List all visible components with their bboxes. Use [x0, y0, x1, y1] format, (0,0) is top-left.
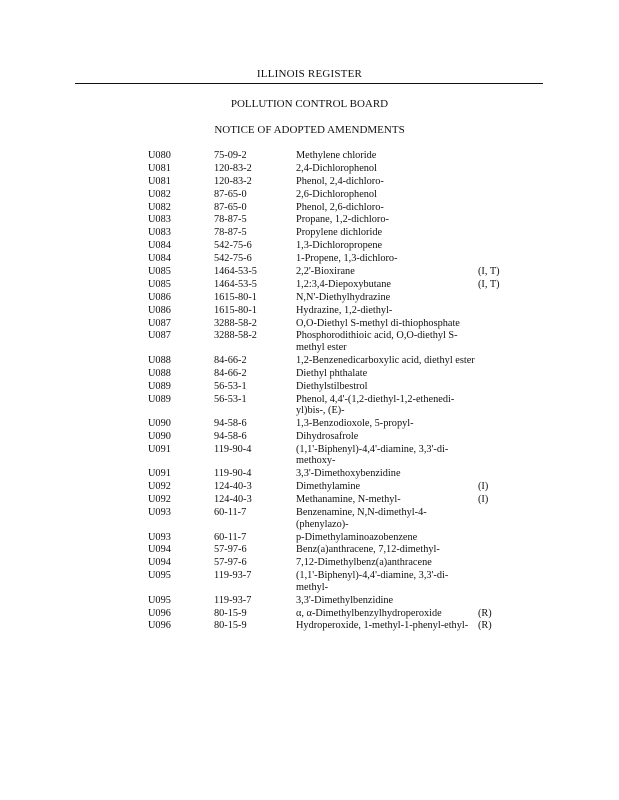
substance-name: Phosphorodithioic acid, O,O-diethyl S-methyl ester [296, 330, 458, 354]
hazard-code: (I) [478, 494, 489, 506]
substance-name: (1,1'-Biphenyl)-4,4'-diamine, 3,3'-di-methyl- [296, 570, 449, 593]
waste-code: U093 [148, 507, 171, 519]
hazard-code [478, 318, 518, 331]
register-title: ILLINOIS REGISTER [256, 68, 363, 80]
substance-name: Propylene dichloride [296, 227, 383, 239]
table-row [148, 202, 518, 215]
substance-name: Phenol, 2,6-dichloro- [296, 201, 384, 213]
table-row [148, 494, 518, 507]
table-row [148, 189, 518, 202]
waste-code: U087 [148, 330, 171, 342]
substance-name: N,N'-Diethylhydrazine [296, 291, 391, 303]
cas-number: 120-83-2 [214, 162, 252, 174]
cas-number: 1464-53-5 [214, 266, 257, 278]
cas-number: 124-40-3 [214, 494, 252, 506]
cas-number: 84-66-2 [214, 354, 247, 366]
hazard-code [478, 253, 518, 266]
hazardous-waste-table [148, 150, 518, 633]
substance-name: Benzenamine, N,N-dimethyl-4-(phenylazo)- [296, 507, 427, 530]
substance-name: Hydrazine, 1,2-diethyl- [296, 304, 393, 316]
hazard-code [478, 431, 518, 444]
substance-name: 1-Propene, 1,3-dichloro- [296, 253, 398, 265]
waste-code: U090 [148, 431, 171, 442]
table-row [148, 544, 518, 557]
waste-code: U081 [148, 175, 171, 187]
table-row [148, 481, 518, 494]
table-row [148, 176, 518, 189]
cas-number: 57-97-6 [214, 557, 247, 569]
cas-number: 94-58-6 [214, 431, 247, 442]
waste-code: U089 [148, 380, 171, 392]
hazard-code [478, 557, 518, 570]
hazard-code [478, 305, 518, 318]
table-row [148, 163, 518, 176]
substance-name: Diethyl phthalate [296, 367, 368, 379]
cas-number: 94-58-6 [214, 418, 247, 430]
table-row [148, 368, 518, 381]
waste-code: U091 [148, 468, 171, 480]
substance-name: Dimethylamine [296, 481, 361, 493]
waste-code: U084 [148, 240, 171, 252]
waste-code: U094 [148, 544, 171, 556]
hazard-code: (R) [478, 607, 492, 619]
waste-code: U094 [148, 557, 171, 569]
hazard-code [478, 202, 518, 215]
cas-number: 87-65-0 [214, 188, 247, 200]
cas-number: 119-90-4 [214, 468, 252, 480]
waste-code: U083 [148, 214, 171, 226]
substance-name: p-Dimethylaminoazobenzene [296, 531, 418, 543]
waste-code: U086 [148, 291, 171, 303]
waste-code: U083 [148, 227, 171, 239]
substance-name: O,O-Diethyl S-methyl di-thiophosphate [296, 317, 460, 329]
table-row [148, 279, 518, 292]
cas-number: 80-15-9 [214, 607, 247, 619]
cas-number: 1464-53-5 [214, 278, 257, 290]
table-body [148, 150, 518, 633]
substance-name: 1,2:3,4-Diepoxybutane [296, 278, 391, 290]
cas-number: 119-93-7 [214, 594, 252, 606]
hazard-code [478, 570, 518, 594]
hazard-code: (I, T) [478, 278, 500, 290]
substance-name: 1,3-Benzodioxole, 5-propyl- [296, 418, 414, 430]
hazard-code [478, 163, 518, 176]
cas-number: 1615-80-1 [214, 291, 257, 303]
waste-code: U088 [148, 354, 171, 366]
substance-name: 3,3'-Dimethylbenzidine [296, 594, 394, 606]
hazard-code [478, 418, 518, 431]
table-row [148, 266, 518, 279]
table-row [148, 253, 518, 266]
substance-name: 1,3-Dichloropropene [296, 240, 383, 252]
table-row [148, 532, 518, 545]
cas-number: 78-87-5 [214, 227, 247, 239]
substance-name: Diethylstilbestrol [296, 380, 368, 392]
cas-number: 542-75-6 [214, 253, 252, 265]
cas-number: 1615-80-1 [214, 304, 257, 316]
waste-code: U095 [148, 594, 171, 606]
cas-number: 124-40-3 [214, 481, 252, 493]
table-row [148, 620, 518, 633]
substance-name: Methanamine, N-methyl- [296, 494, 401, 506]
waste-code: U084 [148, 253, 171, 265]
substance-name: Methylene chloride [296, 150, 377, 161]
cas-number: 119-90-4 [214, 443, 252, 455]
hazard-code: (R) [478, 620, 492, 632]
hazard-code [478, 189, 518, 202]
hazard-code [478, 292, 518, 305]
waste-code: U090 [148, 418, 171, 430]
hazard-code [478, 444, 518, 468]
cas-number: 56-53-1 [214, 380, 247, 392]
cas-number: 80-15-9 [214, 620, 247, 632]
waste-code: U086 [148, 304, 171, 316]
table-row [148, 570, 518, 594]
waste-code: U082 [148, 188, 171, 200]
table-row [148, 292, 518, 305]
substance-name: α, α-Dimethylbenzylhydroperoxide [296, 607, 442, 619]
waste-code: U096 [148, 607, 171, 619]
waste-code: U092 [148, 494, 171, 506]
hazard-code [478, 532, 518, 545]
table-row [148, 305, 518, 318]
table-row [148, 318, 518, 331]
cas-number: 3288-58-2 [214, 317, 257, 329]
substance-name: Benz(a)anthracene, 7,12-dimethyl- [296, 544, 440, 556]
hazard-code [478, 381, 518, 394]
hazard-code [478, 368, 518, 381]
substance-name: 3,3'-Dimethoxybenzidine [296, 468, 401, 480]
table-row [148, 330, 518, 354]
hazard-code [478, 468, 518, 481]
substance-name: 7,12-Dimethylbenz(a)anthracene [296, 557, 432, 569]
cas-number: 75-09-2 [214, 150, 247, 161]
cas-number: 56-53-1 [214, 393, 247, 405]
hazard-code: (I) [478, 481, 489, 493]
table-row [148, 431, 518, 444]
substance-name: (1,1'-Biphenyl)-4,4'-diamine, 3,3'-di-methoxy- [296, 443, 449, 467]
waste-code: U085 [148, 266, 171, 278]
waste-code: U085 [148, 278, 171, 290]
hazard-code [478, 227, 518, 240]
table-row [148, 214, 518, 227]
substance-name: 2,6-Dichlorophenol [296, 188, 377, 200]
hazard-code [478, 394, 518, 418]
table-row [148, 227, 518, 240]
table-row [148, 418, 518, 431]
substance-name: Propane, 1,2-dichloro- [296, 214, 389, 226]
table-row [148, 240, 518, 253]
agency-name: POLLUTION CONTROL BOARD [230, 98, 389, 110]
cas-number: 542-75-6 [214, 240, 252, 252]
waste-code: U087 [148, 317, 171, 329]
hazard-code [478, 544, 518, 557]
header-rule [75, 83, 543, 84]
cas-number: 57-97-6 [214, 544, 247, 556]
hazard-code: (I, T) [478, 266, 500, 278]
hazard-code [478, 214, 518, 227]
table-row [148, 608, 518, 621]
substance-name: 2,2'-Bioxirane [296, 266, 355, 278]
substance-name: Phenol, 2,4-dichloro- [296, 175, 384, 187]
table-row [148, 381, 518, 394]
waste-code: U080 [148, 150, 171, 161]
cas-number: 3288-58-2 [214, 330, 257, 342]
hazard-code [478, 176, 518, 189]
table-row [148, 444, 518, 468]
hazard-code [478, 507, 518, 531]
cas-number: 60-11-7 [214, 531, 247, 543]
table-row [148, 595, 518, 608]
waste-code: U088 [148, 367, 171, 379]
waste-code: U095 [148, 570, 171, 582]
table-row [148, 468, 518, 481]
cas-number: 87-65-0 [214, 201, 247, 213]
substance-name: Hydroperoxide, 1-methyl-1-phenyl-ethyl- [296, 620, 469, 632]
hazard-code [478, 355, 518, 368]
waste-code: U089 [148, 393, 171, 405]
cas-number: 120-83-2 [214, 175, 252, 187]
hazard-code [478, 150, 518, 163]
substance-name: Dihydrosafrole [296, 431, 359, 442]
substance-name: Phenol, 4,4'-(1,2-diethyl-1,2-ethenedi-yl)bis-, (E)- [296, 393, 455, 417]
cas-number: 84-66-2 [214, 367, 247, 379]
waste-code: U092 [148, 481, 171, 493]
hazard-code [478, 595, 518, 608]
waste-code: U091 [148, 443, 171, 455]
table-row [148, 557, 518, 570]
waste-code: U093 [148, 531, 171, 543]
cas-number: 119-93-7 [214, 570, 252, 582]
cas-number: 78-87-5 [214, 214, 247, 226]
notice-title: NOTICE OF ADOPTED AMENDMENTS [214, 124, 405, 136]
substance-name: 1,2-Benzenedicarboxylic acid, diethyl ester [296, 354, 475, 366]
waste-code: U081 [148, 162, 171, 174]
table-row [148, 150, 518, 163]
waste-code: U096 [148, 620, 171, 632]
waste-code: U082 [148, 201, 171, 213]
cas-number: 60-11-7 [214, 507, 247, 519]
table-row [148, 394, 518, 418]
hazard-code [478, 330, 518, 354]
hazard-code [478, 240, 518, 253]
table-row [148, 507, 518, 531]
substance-name: 2,4-Dichlorophenol [296, 162, 377, 174]
table-row [148, 355, 518, 368]
